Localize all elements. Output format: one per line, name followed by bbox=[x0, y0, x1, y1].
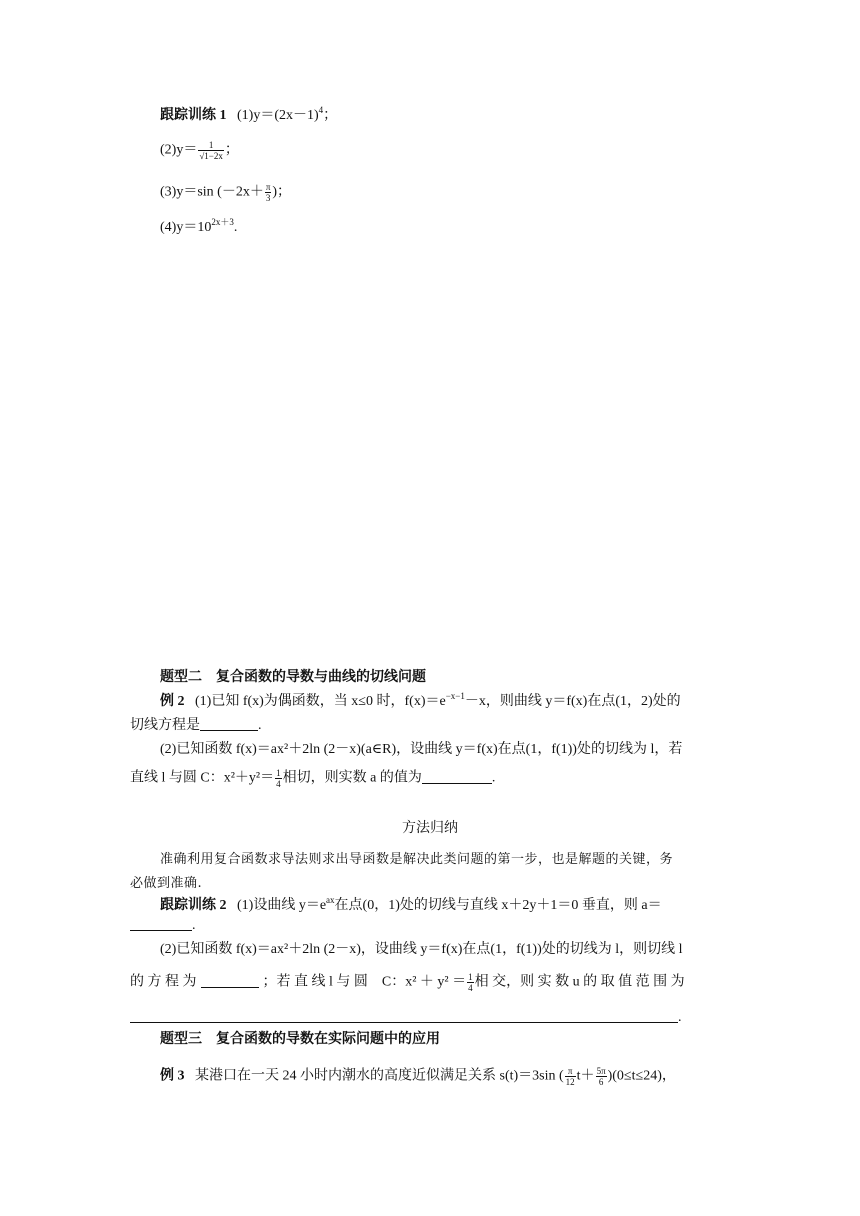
ex2-l1-exp: −x−1 bbox=[445, 691, 465, 701]
track2-l1-a: (1)设曲线 y＝e bbox=[237, 898, 327, 913]
answer-blank[interactable] bbox=[130, 918, 192, 931]
track2-l5-end: . bbox=[678, 1010, 682, 1025]
ex3-label: 例 3 bbox=[160, 1068, 185, 1084]
ex2-l1-a: (1)已知 f(x)为偶函数，当 x≤0 时，f(x)＝e bbox=[195, 694, 446, 709]
track1-label: 跟踪训练 1 bbox=[160, 108, 227, 123]
track2-l4-b: ；若 直 线 l 与 圆 C：x² ＋ y² ＝ bbox=[262, 974, 467, 990]
track2-l1-exp: ax bbox=[326, 895, 335, 905]
track1-p3-fraction bbox=[265, 182, 272, 203]
fraction-denominator: √1−2x bbox=[199, 151, 223, 161]
method-line1: 准确利用复合函数求导法则求出导函数是解决此类问题的第一步，也是解题的关键，务 bbox=[160, 852, 674, 867]
type2-heading: 题型二 复合函数的导数与曲线的切线问题 bbox=[160, 670, 426, 685]
method-title: 方法归纳 bbox=[402, 820, 458, 836]
track1-p4: (4) bbox=[160, 220, 177, 235]
track2-l1-b: 在点(0，1)处的切线与直线 x＋2y＋1＝0 垂直，则 a＝ bbox=[334, 898, 662, 913]
ex2-l4-b: 相切，则实数 a 的值为 bbox=[282, 770, 422, 786]
ex3-a: 某港口在一天 24 小时内潮水的高度近似满足关系 s(t)＝3sin ( bbox=[195, 1068, 564, 1084]
track2-line4 bbox=[130, 972, 685, 993]
ex2-l4-a: 直线 l 与圆 C：x²＋y²＝ bbox=[130, 770, 275, 786]
track1-p1-end: ； bbox=[323, 108, 338, 123]
track1-p3-end: )； bbox=[272, 184, 292, 200]
track1-line1 bbox=[160, 106, 337, 126]
track1-p1: (1) bbox=[237, 108, 254, 123]
track1-p4-end: . bbox=[233, 220, 238, 235]
ex2-line2 bbox=[130, 716, 262, 736]
fraction-denominator: 4 bbox=[468, 983, 473, 993]
ex2-line3: (2)已知函数 f(x)＝ax²＋2ln (2－x)(a∈R)，设曲线 y＝f(x)在点(1，f(1))处的切线为 l，若 bbox=[160, 742, 683, 757]
ex2-l2-end: . bbox=[258, 718, 262, 733]
track1-p2: (2) bbox=[160, 142, 177, 158]
ex2-label: 例 2 bbox=[160, 694, 185, 709]
track1-line3 bbox=[160, 182, 291, 203]
fraction-numerator: 1 bbox=[468, 972, 473, 982]
ex2-l4-fraction bbox=[275, 768, 282, 789]
fraction-denominator: 4 bbox=[276, 779, 281, 789]
answer-blank[interactable] bbox=[200, 718, 258, 731]
track2-l4-a: 的 方 程 为 bbox=[130, 974, 197, 990]
method-line2: 必做到准确. bbox=[130, 876, 203, 891]
track1-line4 bbox=[160, 218, 237, 238]
track1-p2-fraction bbox=[198, 140, 224, 161]
fraction-numerator: 1 bbox=[198, 140, 224, 151]
fraction-numerator: π bbox=[565, 1066, 576, 1077]
track1-line2 bbox=[160, 140, 239, 161]
answer-blank-long[interactable] bbox=[130, 1010, 678, 1023]
answer-blank[interactable] bbox=[422, 771, 492, 784]
ex2-l4-end: . bbox=[491, 770, 496, 786]
ex2-line4 bbox=[130, 768, 495, 789]
track1-p3: (3) bbox=[160, 184, 177, 200]
ex3-fraction-1 bbox=[565, 1066, 576, 1087]
track2-l4-c: 相 交，则 实 数 u 的 取 值 范 围 为 bbox=[474, 974, 685, 990]
fraction-denominator: 6 bbox=[598, 1077, 604, 1087]
fraction-numerator: π bbox=[265, 182, 271, 192]
fraction-denominator: 3 bbox=[265, 193, 271, 203]
track2-l2-end: . bbox=[192, 918, 196, 933]
ex3-fraction-2 bbox=[596, 1066, 607, 1087]
track1-p3-lhs: y＝sin (－2x＋ bbox=[176, 184, 264, 200]
ex3-c: )(0≤t≤24)， bbox=[607, 1068, 676, 1084]
track2-l4-fraction bbox=[467, 972, 474, 993]
ex2-l2: 切线方程是 bbox=[130, 718, 200, 733]
track1-p2-end: ； bbox=[224, 142, 239, 158]
track1-p1-exp: 4 bbox=[318, 105, 324, 115]
track2-label: 跟踪训练 2 bbox=[160, 898, 227, 913]
ex3-b: t＋ bbox=[576, 1068, 595, 1084]
track2-line1 bbox=[160, 896, 662, 916]
track1-p2-lhs: y＝ bbox=[176, 142, 198, 158]
track1-p4-lhs: y＝10 bbox=[176, 220, 212, 235]
fraction-numerator: 1 bbox=[276, 768, 281, 778]
answer-blank[interactable] bbox=[201, 975, 259, 988]
type3-heading: 题型三 复合函数的导数在实际问题中的应用 bbox=[160, 1032, 440, 1047]
track2-line5 bbox=[130, 1008, 682, 1028]
fraction-denominator: 12 bbox=[565, 1077, 575, 1087]
fraction-numerator: 5π bbox=[596, 1066, 606, 1076]
track2-line3: (2)已知函数 f(x)＝ax²＋2ln (2－x)，设曲线 y＝f(x)在点(1，f(1))处的切线为 l，则切线 l bbox=[160, 942, 683, 957]
track1-p4-exp: 2x＋3 bbox=[211, 217, 234, 227]
ex2-l1-b: －x，则曲线 y＝f(x)在点(1，2)处的 bbox=[464, 694, 681, 709]
ex3-line1 bbox=[160, 1066, 676, 1087]
track1-p1-expr: y＝(2x－1) bbox=[253, 108, 319, 123]
ex2-line1 bbox=[160, 692, 681, 712]
track2-line2 bbox=[130, 916, 196, 936]
